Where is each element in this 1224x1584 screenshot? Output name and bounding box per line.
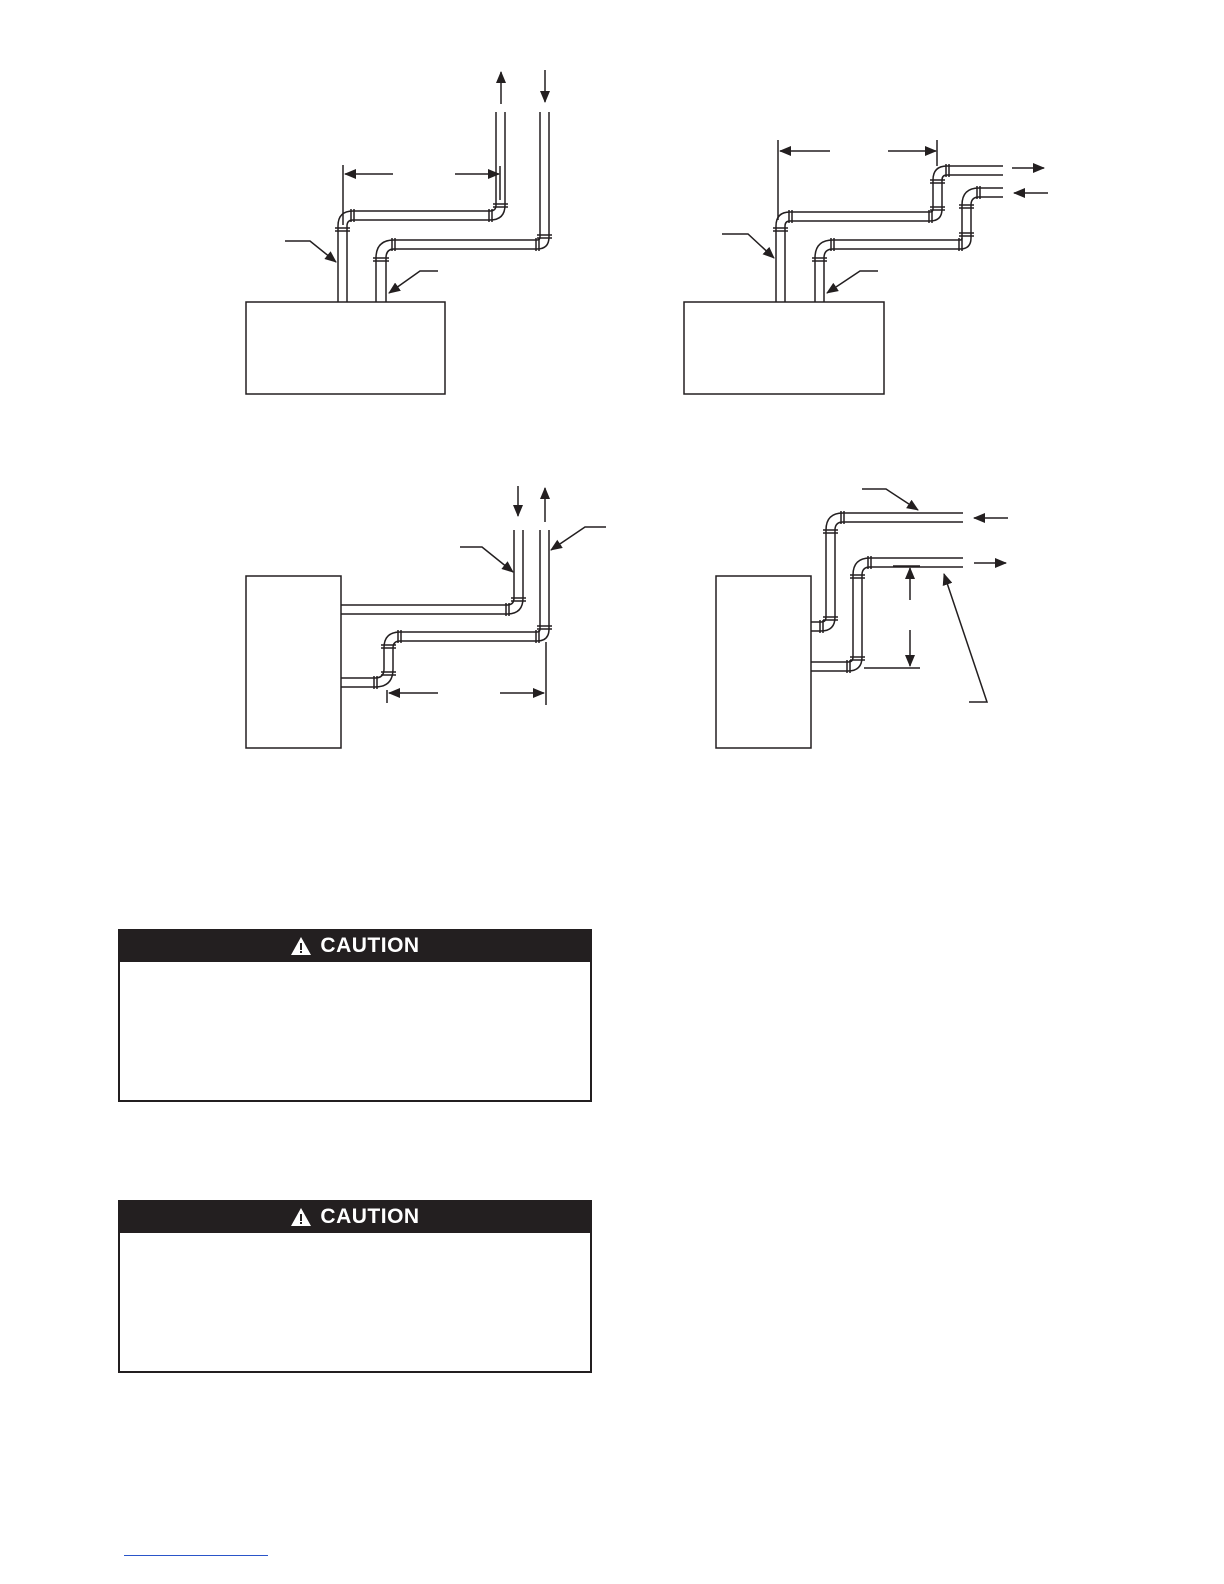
pipe [833,240,960,249]
warning-triangle-icon [290,936,312,956]
pipe [815,258,824,302]
pipe [341,605,507,614]
elbow [933,166,947,180]
pipe [540,530,549,629]
pipe [933,180,942,209]
elbow [347,220,353,226]
caution-box [118,1200,592,1373]
leader-line [722,234,774,258]
pipe [843,513,963,522]
leader-line [944,574,987,702]
pipe [353,211,490,220]
unit-box [684,302,884,394]
pipe [979,188,1003,197]
piping-diagram-top-right [684,140,1048,394]
pipe [384,648,393,669]
pipe [514,530,523,598]
leader-line [285,241,336,262]
pipe [341,678,375,687]
pipe [776,226,785,302]
caution-header [120,929,590,962]
piping-diagram-bottom-right [716,489,1008,748]
leader-line [551,527,606,550]
warning-triangle-icon [290,1207,312,1227]
unit-box [246,576,341,748]
pipe [790,212,930,221]
leader-line [862,489,918,510]
caution-title: CAUTION [320,1204,420,1228]
caution-box [118,929,592,1102]
leader-line [827,271,878,293]
caution-title: CAUTION [320,933,420,957]
footer-link-underline[interactable] [124,1555,268,1556]
piping-diagram-bottom-left [246,486,606,748]
caution-body [120,1233,590,1371]
pipe [394,240,537,249]
pipe [853,575,862,657]
pipe [811,662,848,671]
pipe [826,530,835,617]
unit-box [716,576,811,748]
leader-line [460,547,513,572]
unit-box [246,302,445,394]
pipe [947,166,1003,175]
caution-body [120,962,590,1100]
leader-line [389,271,438,293]
caution-header [120,1200,590,1233]
pipe [540,112,549,237]
pipe [400,632,537,641]
piping-diagram-top-left [246,70,552,394]
